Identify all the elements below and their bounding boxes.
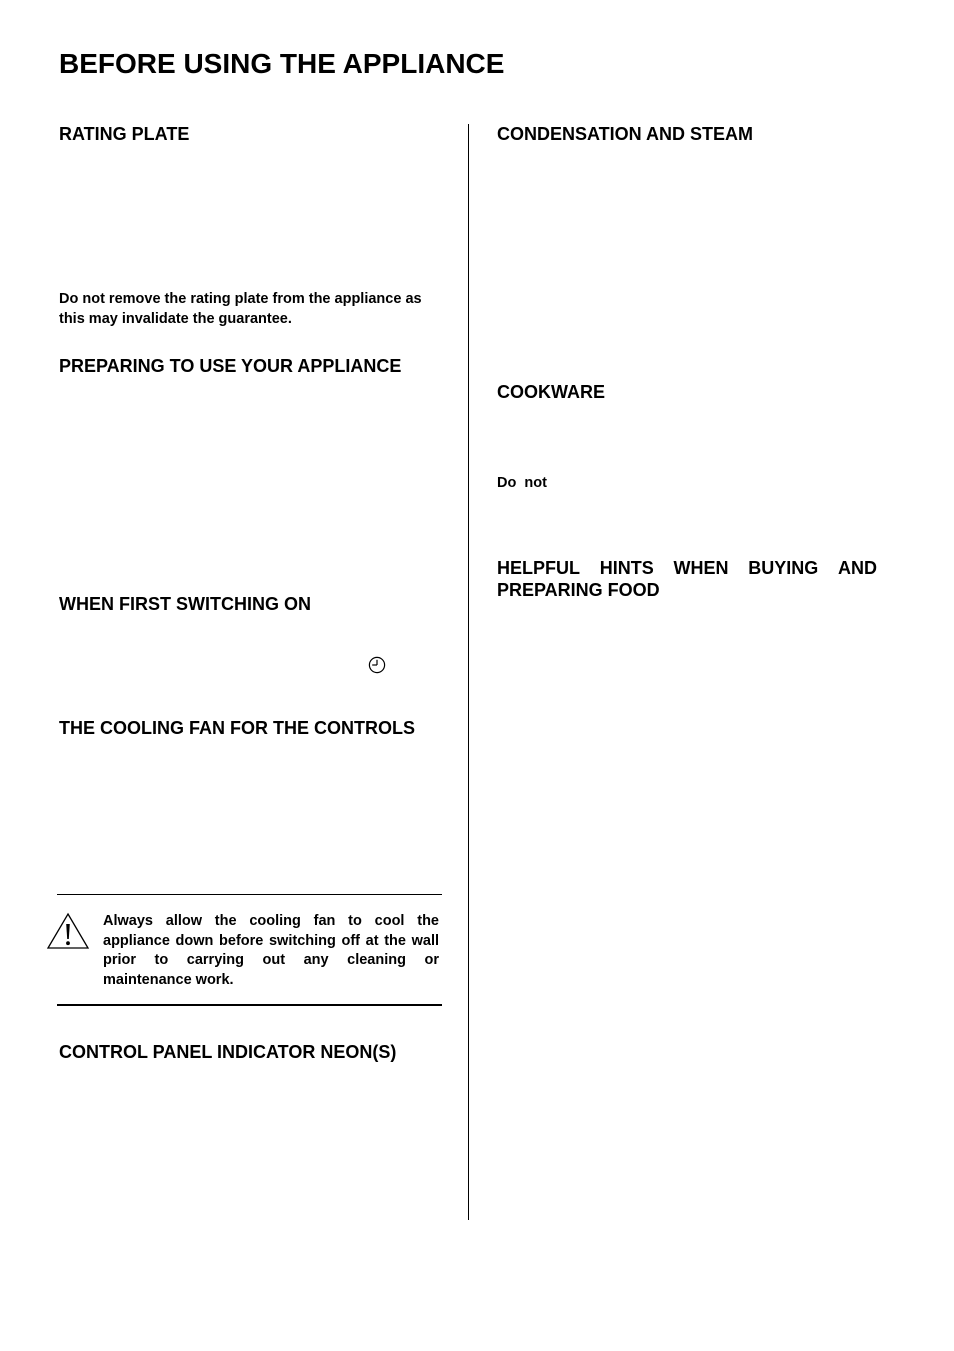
cooling-fan-warning-text: Always allow the cooling fan to cool the appliance down before switching off at the wall prior to carrying out any cleaning or maintenance work. (103, 913, 439, 988)
cookware-fragment: Do not (497, 475, 547, 491)
cooling-fan-heading: THE COOLING FAN FOR THE CONTROLS (59, 718, 415, 738)
condensation-heading: CONDENSATION AND STEAM (497, 124, 753, 144)
hints-word: AND (837, 558, 877, 578)
warning-bottom-rule (57, 1004, 442, 1006)
hints-word: HELPFUL (497, 558, 580, 578)
helpful-hints-heading (497, 557, 877, 601)
warning-triangle-icon (46, 912, 90, 950)
rating-plate-heading: RATING PLATE (59, 124, 190, 144)
cookware-heading: COOKWARE (497, 382, 605, 402)
column-divider (468, 124, 469, 1220)
warning-top-rule (57, 894, 442, 895)
indicator-neons-heading: CONTROL PANEL INDICATOR NEON(S) (59, 1042, 397, 1062)
first-switching-on-heading: WHEN FIRST SWITCHING ON (59, 594, 311, 614)
rating-plate-note: Do not remove the rating plate from the appliance as this may invalidate the guarantee. (59, 291, 422, 327)
hints-word: BUYING (748, 558, 819, 578)
helpful-hints-heading-line1 (497, 557, 877, 579)
hints-word: WHEN (673, 558, 729, 578)
helpful-hints-heading-line2: PREPARING FOOD (497, 580, 660, 600)
clock-icon (368, 656, 386, 674)
hints-word: HINTS (599, 558, 654, 578)
page-title: BEFORE USING THE APPLIANCE (59, 48, 505, 79)
preparing-heading: PREPARING TO USE YOUR APPLIANCE (59, 356, 402, 376)
